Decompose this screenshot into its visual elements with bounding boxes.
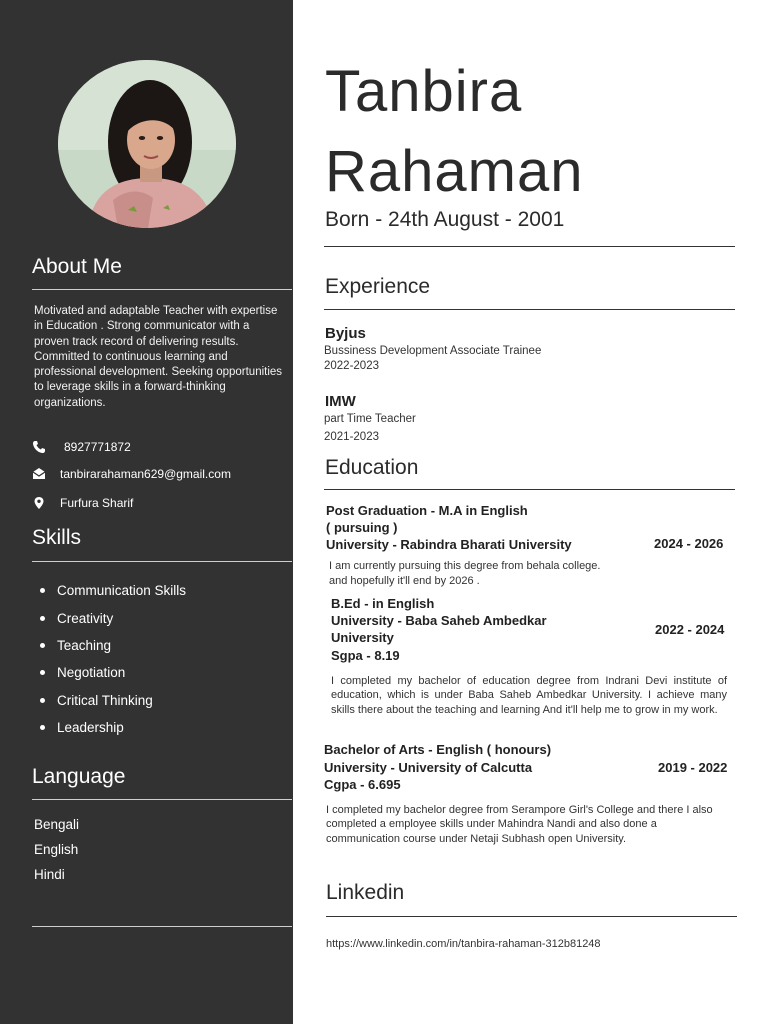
skill-item [40,659,186,686]
location-text: Furfura Sharif [60,496,134,510]
education-degree: B.Ed - in English [331,596,435,611]
experience-years: 2022-2023 [324,360,379,372]
education-university-cont: University [331,630,394,645]
full-name [325,52,583,212]
envelope-icon [32,467,46,481]
education-grade: Sgpa - 8.19 [331,648,400,663]
language-divider [32,799,292,800]
education-years: 2022 - 2024 [655,622,725,637]
skill-item [40,714,186,741]
language-item: Bengali [34,817,80,832]
bullet-icon [40,588,45,593]
contact-phone [32,440,131,454]
skill-item [40,632,186,659]
skill-label: Teaching [57,637,112,653]
phone-number: 8927771872 [64,440,131,454]
bullet-icon [40,643,45,648]
email-address[interactable]: tanbirarahaman629@gmail.com [60,467,231,481]
education-years: 2024 - 2026 [654,536,724,551]
bullet-icon [40,670,45,675]
first-name: Tanbira [325,59,523,124]
skills-heading: Skills [32,526,82,549]
language-list [34,817,79,891]
experience-role: part Time Teacher [324,413,416,425]
about-text: Motivated and adaptable Teacher with expertise in Education . Strong communicator with a proven track record of delivering results. Committed to continuous learning and professional development. Seeking opportunities to leverage skills in a forward-thinking organizations. [34,305,283,409]
language-item: English [34,841,79,857]
linkedin-url[interactable]: https://www.linkedin.com/in/tanbira-rahaman-312b81248 [326,938,601,950]
linkedin-divider [326,916,737,917]
skill-label: Creativity [57,610,114,626]
profile-photo [58,60,236,228]
education-university: University - Rabindra Bharati University [326,537,572,552]
education-heading: Education [325,456,419,479]
experience-org: Byjus [325,325,366,342]
skill-label: Leadership [57,720,124,736]
profile-photo-illustration [58,60,236,228]
location-pin-icon [32,496,46,510]
contact-email [32,467,231,481]
experience-divider [324,309,735,310]
skill-item [40,604,186,631]
skills-divider [32,561,292,562]
education-desc: I am currently pursuing this degree from behala college. [329,560,601,572]
education-university: University - University of Calcutta [324,760,533,775]
last-name: Rahaman [325,139,584,204]
skills-list [40,577,186,741]
education-degree: Bachelor of Arts - English ( honours) [324,742,552,757]
about-heading: About Me [32,255,122,278]
bullet-icon [40,725,45,730]
linkedin-heading: Linkedin [326,881,405,904]
sidebar-bottom-divider [32,926,292,927]
education-desc: and hopefully it'll end by 2026 . [329,575,480,587]
education-years: 2019 - 2022 [658,760,728,775]
experience-org: IMW [325,393,356,410]
contact-location [32,496,133,510]
language-item: Hindi [34,866,65,882]
education-divider [324,489,735,490]
experience-heading: Experience [325,275,431,298]
birth-date: Born - 24th August - 2001 [325,208,565,231]
education-desc: I completed my bachelor of education degree from Indrani Devi institute of education, which is under Baba Saheb Ambedkar University. I achieve many skills there about the teaching and learning And it'll help me to grow in my work. [331,675,727,716]
language-heading: Language [32,765,126,788]
header-divider [324,246,735,247]
education-grade: Cgpa - 6.695 [324,777,401,792]
skill-label: Communication Skills [57,583,187,599]
experience-role: Bussiness Development Associate Trainee [324,345,542,357]
phone-icon [32,440,46,454]
education-degree: Post Graduation - M.A in English [326,503,528,518]
skill-item [40,577,186,604]
education-university: University - Baba Saheb Ambedkar [331,613,547,628]
sidebar [0,0,293,1024]
skill-item [40,687,186,714]
bullet-icon [40,616,45,621]
about-divider [32,289,292,290]
education-desc: I completed my bachelor degree from Serampore Girl's College and there I also completed a employee skills under Mahindra Nandi and also done a communication course under Netaji Subhash open University. [326,804,713,845]
bullet-icon [40,698,45,703]
skill-label: Critical Thinking [57,692,153,708]
education-status: ( pursuing ) [326,520,398,535]
skill-label: Negotiation [57,665,126,681]
experience-years: 2021-2023 [324,431,379,443]
